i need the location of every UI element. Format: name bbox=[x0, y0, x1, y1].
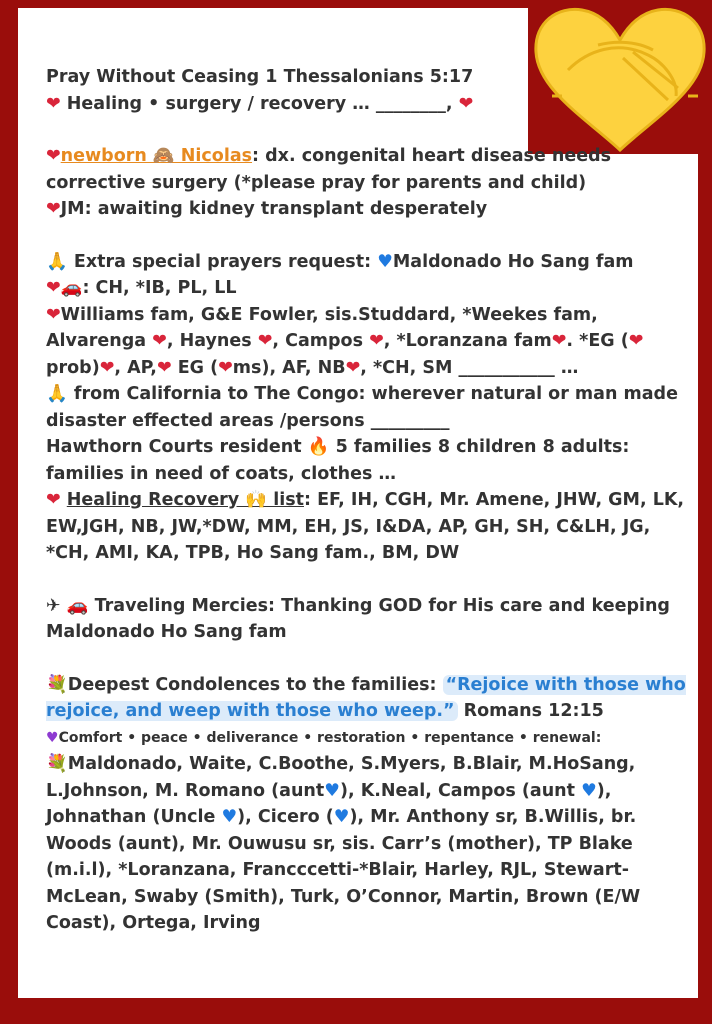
blue-heart-icon: ♥ bbox=[324, 780, 340, 801]
spacer bbox=[46, 117, 686, 143]
praying-hands-icon: 🙏 bbox=[46, 251, 68, 272]
heart-icon: ❤ bbox=[46, 199, 61, 219]
spacer bbox=[46, 223, 686, 249]
recovery-list-link[interactable]: Healing Recovery 🙌 list bbox=[66, 490, 304, 510]
heart-icon: ❤ bbox=[99, 357, 115, 378]
blue-heart-icon: ♥ bbox=[333, 807, 350, 827]
blue-heart-icon: ♥ bbox=[377, 251, 393, 272]
car-icon: 🚗 bbox=[66, 595, 89, 616]
newborn-item: ❤newborn 🙈 Nicolas: dx. congenital heart disease needs corrective surgery (*please pray for parents and child) bbox=[46, 146, 612, 193]
purple-heart-icon: ♥ bbox=[46, 729, 59, 746]
heart-icon: ❤ bbox=[46, 304, 61, 325]
comfort-item: ♥Comfort • peace • deliverance • restoration • repentance • renewal: bbox=[46, 729, 602, 746]
recovery-item: ❤ Healing Recovery 🙌 list: EF, IH, CGH, Mr. Amene, JHW, GM, LK, EW,JGH, NB, JW,*DW, MM, EH, JS, I&DA, AP, GH, SH, C&LH, JG, *CH, AMI, KA, TPB, Ho Sang fam., BM, DW bbox=[46, 490, 685, 563]
heart-icon: ❤ bbox=[628, 331, 644, 351]
heart-icon: ❤ bbox=[218, 357, 233, 378]
extra-special-item: 🙏 Extra special prayers request: ♥Maldonado Ho Sang fam bbox=[46, 251, 634, 272]
condolences-item: 💐Deepest Condolences to the families: “Rejoice with those who rejoice, and weep with those who weep.” Romans 12:15 bbox=[46, 674, 686, 721]
spacer bbox=[46, 567, 686, 593]
heart-icon: ❤ bbox=[46, 278, 61, 298]
california-item: 🙏 from California to The Congo: wherever natural or man made disaster effected areas /persons _________ bbox=[46, 384, 678, 431]
fire-icon: 🔥 bbox=[307, 437, 330, 457]
flowers-icon: 💐 bbox=[46, 674, 68, 695]
heart-icon: ❤ bbox=[46, 93, 61, 114]
blue-heart-icon: ♥ bbox=[221, 807, 238, 827]
car-icon: 🚗 bbox=[60, 278, 83, 298]
heart-icon: ❤ bbox=[46, 490, 61, 510]
flowers-icon: 💐 bbox=[46, 754, 68, 774]
spacer bbox=[46, 646, 686, 672]
heart-icon: ❤ bbox=[458, 93, 474, 114]
heart-icon: ❤ bbox=[551, 331, 567, 351]
newborn-link[interactable]: newborn 🙈 Nicolas bbox=[60, 146, 253, 166]
hawthorn-item: Hawthorn Courts resident 🔥 5 families 8 children 8 adults: families in need of coats, clothes … bbox=[46, 437, 630, 484]
healing-line: ❤ Healing • surgery / recovery … ________, ❤ bbox=[46, 93, 474, 114]
prayer-list-content bbox=[46, 64, 686, 937]
heart-icon: ❤ bbox=[152, 331, 167, 351]
traveling-item: ✈ 🚗 Traveling Mercies: Thanking GOD for His care and keeping Maldonado Ho Sang fam bbox=[46, 595, 670, 642]
page-title: Pray Without Ceasing 1 Thessalonians 5:17 bbox=[46, 67, 474, 87]
heart-icon: ❤ bbox=[257, 331, 273, 351]
heart-icon: ❤ bbox=[46, 146, 61, 166]
families-item: ❤Williams fam, G&E Fowler, sis.Studdard, *Weekes fam, Alvarenga ❤, Haynes ❤, Campos ❤, *Loranzana fam❤. *EG (❤prob)❤, AP,❤ EG (❤ms), AF, NB❤, *CH, SM ___________ … bbox=[46, 304, 644, 378]
jm-item: ❤JM: awaiting kidney transplant desperately bbox=[46, 199, 488, 219]
scripture-quote: “Rejoice with those who rejoice, and weep with those who weep.” bbox=[46, 674, 686, 721]
blue-heart-icon: ♥ bbox=[581, 780, 597, 801]
heart-icon: ❤ bbox=[156, 357, 172, 378]
heart-icon: ❤ bbox=[369, 331, 384, 351]
heart-icon: ❤ bbox=[345, 357, 361, 378]
praying-hands-icon: 🙏 bbox=[46, 384, 68, 404]
names-item: 💐Maldonado, Waite, C.Boothe, S.Myers, B.Blair, M.HoSang, L.Johnson, M. Romano (aunt♥), K.Neal, Campos (aunt ♥), Johnathan (Uncle ♥), Cicero (♥), Mr. Anthony sr, B.Willis, br. Woods (aunt), Mr. Ouwusu sr, sis. Carr’s (mother), TP Blake (m.i.l), *Loranzana, Francccetti-*Blair, Harley, RJL, Stewart-McLean, Swaby (Smith), Turk, O’Connor, Martin, Brown (E/W Coast), Ortega, Irving bbox=[46, 754, 641, 933]
airplane-icon: ✈ bbox=[46, 595, 61, 616]
car-item: ❤🚗: CH, *IB, PL, LL bbox=[46, 278, 237, 298]
